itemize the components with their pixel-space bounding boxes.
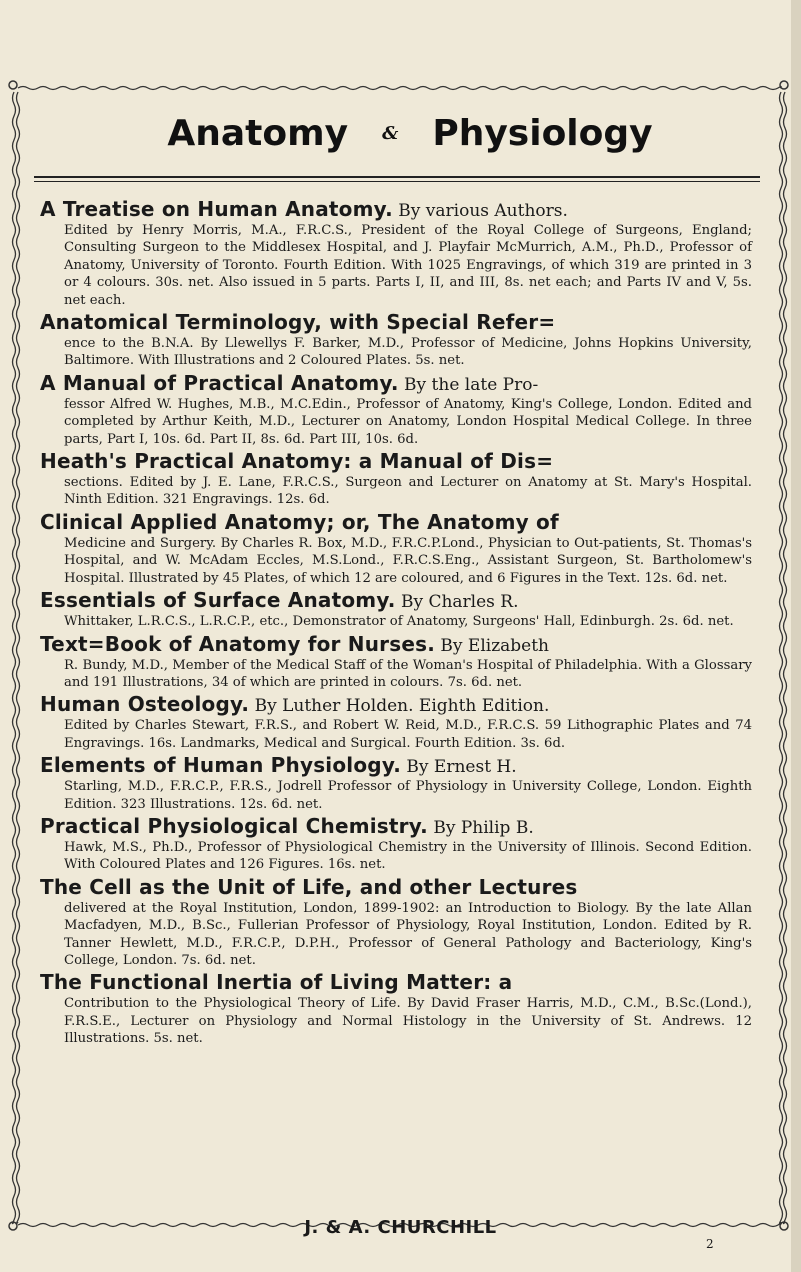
book-title: A Manual of Practical Anatomy.	[40, 370, 399, 395]
book-entry	[40, 509, 752, 587]
book-byline: By various Authors.	[392, 201, 568, 221]
book-list	[40, 196, 752, 1048]
book-description: Whittaker, L.R.C.S., L.R.C.P., etc., Demonstrator of Anatomy, Surgeons' Hall, Edinburgh. 2s. 6d. net.	[64, 614, 734, 630]
book-title: A Treatise on Human Anatomy.	[40, 197, 393, 221]
publisher-footer: J. & A. CHURCHILL	[304, 1217, 497, 1238]
border-wave-line	[17, 92, 20, 1224]
border-wave-line	[13, 92, 16, 1224]
book-entry	[40, 587, 752, 630]
book-title: Human Osteology.	[40, 692, 250, 717]
book-entry	[40, 969, 752, 1047]
book-byline: By Charles R.	[395, 592, 519, 613]
border-wave-line	[780, 92, 783, 1224]
book-byline: By Ernest H.	[401, 757, 517, 778]
book-description: Edited by Charles Stewart, F.R.S., and Robert W. Reid, M.D., F.R.C.S. 59 Lithographic Plates and 74 Engravings. 16s. Landmarks, Medical and Surgical. Fourth Edition. 3s. 6d.	[64, 718, 752, 751]
book-entry	[40, 752, 752, 813]
book-description: R. Bundy, M.D., Member of the Medical Staff of the Woman's Hospital of Philadelphia. With a Glossary and 191 Illustrations, 34 of which are printed in colours. 7s. 6d. net.	[64, 657, 752, 690]
book-entry	[40, 631, 752, 692]
book-title: Heath's Practical Anatomy: a Manual of Dis=	[40, 449, 554, 474]
book-description: delivered at the Royal Institution, London, 1899-1902: an Introduction to Biology. By the late Allan Macfadyen, M.D., B.Sc., Fullerian Professor of Physiology, Royal Institution, London. Edited by R. Tanner Hewlett, M.D., F.R.C.P., D.P.H., Professor of General Pathology and Bacteriology, King's College, London. 7s. 6d. net.	[64, 900, 752, 968]
book-entry	[40, 196, 752, 309]
header-ampersand: &	[382, 122, 399, 144]
header-rule-thin	[34, 181, 760, 182]
book-description: fessor Alfred W. Hughes, M.B., M.C.Edin., Professor of Anatomy, King's College, London. Edited and completed by Arthur Keith, M.D., Lecturer on Anatomy, London Hospital Medical College. In three parts, Part I, 10s. 6d. Part II, 8s. 6d. Part III, 10s. 6d.	[64, 396, 752, 447]
book-title: Elements of Human Physiology.	[40, 753, 402, 778]
page-header	[90, 98, 730, 168]
header-title-left: Anatomy	[167, 112, 349, 154]
book-byline: By Luther Holden. Eighth Edition.	[249, 696, 550, 717]
book-byline: By the late Pro-	[398, 374, 539, 395]
book-title: Clinical Applied Anatomy; or, The Anatomy of	[40, 509, 559, 534]
book-title: Practical Physiological Chemistry.	[40, 813, 428, 838]
book-entry	[40, 691, 752, 752]
book-title: The Cell as the Unit of Life, and other Lectures	[40, 874, 578, 899]
book-description: sections. Edited by J. E. Lane, F.R.C.S., Surgeon and Lecturer on Anatomy at St. Mary's Hospital. Ninth Edition. 321 Engravings. 12s. 6d.	[64, 475, 752, 508]
book-entry	[40, 448, 752, 509]
book-byline: By Philip B.	[427, 817, 534, 838]
book-description: Medicine and Surgery. By Charles R. Box, M.D., F.R.C.P.Lond., Physician to Out-patients, St. Thomas's Hospital, and W. McAdam Eccles, M.S.Lond., F.R.C.S.Eng., Assistant Surgeon, St. Bartholomew's Hospital. Illustrated by 45 Plates, of which 12 are coloured, and 6 Figures in the Text. 12s. 6d. net.	[64, 535, 752, 586]
book-description: Contribution to the Physiological Theory of Life. By David Fraser Harris, M.D., C.M., B.Sc.(Lond.), F.R.S.E., Lecturer on Physiology and Normal Histology in the University of St. Andrews. 12 Illustrations. 5s. net.	[64, 996, 752, 1047]
header-title-right: Physiology	[432, 112, 653, 154]
header-rule	[34, 176, 760, 178]
book-description: Starling, M.D., F.R.C.P., F.R.S., Jodrell Professor of Physiology in University College, London. Eighth Edition. 323 Illustrations. 12s. 6d. net.	[64, 779, 752, 812]
book-description: ence to the B.N.A. By Llewellys F. Barker, M.D., Professor of Medicine, Johns Hopkins University, Baltimore. With Illustrations and 2 Coloured Plates. 5s. net.	[64, 336, 752, 369]
book-entry	[40, 370, 752, 448]
border-wave-line	[18, 87, 781, 90]
book-title: Anatomical Terminology, with Special Refer=	[40, 310, 556, 335]
book-description: Hawk, M.S., Ph.D., Professor of Physiological Chemistry in the University of Illinois. Second Edition. With Coloured Plates and 126 Figures. 16s. net.	[64, 839, 752, 873]
border-wave-line	[784, 92, 787, 1224]
book-title: Essentials of Surface Anatomy.	[40, 588, 396, 613]
book-entry	[40, 813, 752, 874]
book-byline: By Elizabeth	[435, 635, 550, 656]
book-title: The Functional Inertia of Living Matter: a	[40, 970, 513, 995]
page-number: 2	[706, 1237, 714, 1251]
book-entry	[40, 309, 752, 370]
book-description: Edited by Henry Morris, M.A., F.R.C.S., President of the Royal College of Surgeons, England; Consulting Surgeon to the Middlesex Hospital, and J. Playfair McMurrich, A.M., Ph.D., Professor of Anatomy, University of Toronto. Fourth Edition. With 1025 Engravings, of which 319 are printed in 3 or 4 colours. 30s. net. Also issued in 5 parts. Parts I, II, and III, 8s. net each; and Parts IV and V, 5s. net each.	[64, 223, 752, 308]
book-title: Text=Book of Anatomy for Nurses.	[40, 631, 435, 656]
book-entry	[40, 874, 752, 970]
